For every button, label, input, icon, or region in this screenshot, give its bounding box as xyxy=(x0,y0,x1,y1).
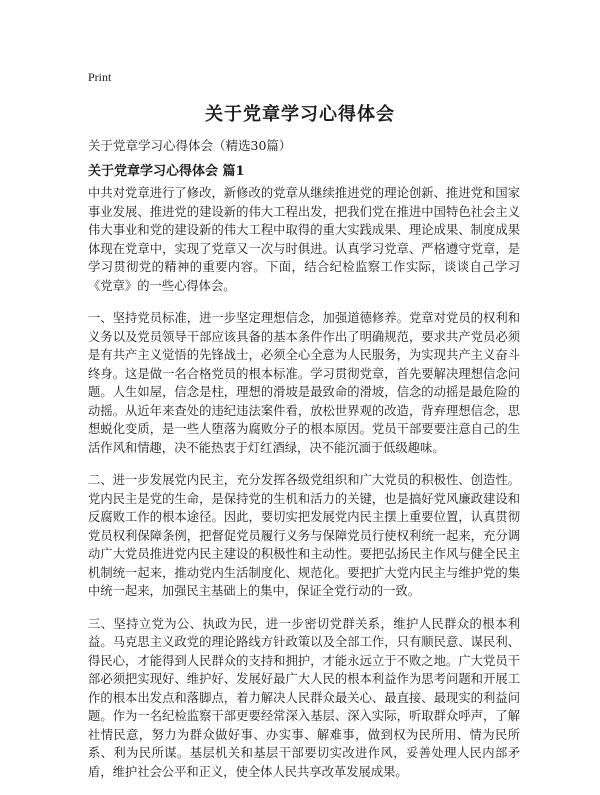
document-subtitle: 关于党章学习心得体会（精选30篇） xyxy=(88,138,292,153)
paragraph-three: 三、坚持立党为公、执政为民，进一步密切党群关系，维护人民群众的根本利益。马克思主义政党的理论路线方针政策以及全部工作，只有顺民意、谋民利、得民心，才能得到人民群众的支持和拥护，才能永远立于不败之地。广大党员干部必须把实现好、维护好、发展好最广大人民的根本利益作为思考问题和开展工作的根本出发点和落脚点，着力解决人民群众最关心、最直接、最现实的利益问题。作为一名纪检监察干部更要经常深入基层、深入实际，听取群众呼声，了解社情民意，努力为群众做好事、办实事、解难事，做到权为民所用、情为民所系、利为民所谋。基层机关和基层干部要切实改进作风，妥善处理人民内部矛盾，维护社会公平和正义，使全体人民共享改革发展成果。 xyxy=(88,616,520,779)
article-body xyxy=(88,184,520,795)
paragraph-intro: 中共对党章进行了修改，新修改的党章从继续推进党的理论创新、推进党和国家事业发展、推进党的建设新的伟大工程出发，把我们党在推进中国特色社会主义伟大事业和党的建设新的伟大工程中取得的重大实践成果、理论成果、制度成果体现在党章中，实现了党章又一次与时俱进。认真学习党章、严格遵守党章，是学习贯彻党的精神的重要内容。下面，结合纪检监察工作实际，谈谈自己学习《党章》的一些心得体会。 xyxy=(88,186,520,293)
paragraph-one: 一、坚持党员标准，进一步坚定理想信念，加强道德修养。党章对党员的权利和义务以及党员领导干部应该具备的基本条件作出了明确规范，要求共产党员必须是有共产主义觉悟的先锋战士，必须全心全意为人民服务，为实现共产主义奋斗终身。这是做一名合格党员的根本标准。学习贯彻党章，首先要解决理想信念问题。人生如屋，信念是柱，理想的滑坡是最致命的滑坡，信念的动摇是最危险的动摇。从近年来查处的违纪违法案件看，放松世界观的改造，背弃理想信念，思想蜕化变质，是一些人堕落为腐败分子的根本原因。党员干部要要注意自己的生活作风和情趣，决不能热衷于灯红酒绿，决不能沉湎于低级趣味。 xyxy=(88,311,520,455)
page-title: 关于党章学习心得体会 xyxy=(205,104,395,125)
print-link[interactable]: Print xyxy=(88,70,112,84)
section-heading: 关于党章学习心得体会 篇1 xyxy=(88,164,245,179)
paragraph-two: 二、进一步发展党内民主，充分发挥各级党组织和广大党员的积极性、创造性。党内民主是党的生命，是保持党的生机和活力的关键，也是搞好党风廉政建设和反腐败工作的根本途径。因此，要切实把发展党内民主摆上重要位置，认真贯彻党员权利保障条例，把督促党员履行义务与保障党员行使权利统一起来，充分调动广大党员推进党内民主建设的积极性和主动性。要把弘扬民主作风与健全民主机制统一起来，推动党内生活制度化、规范化。要把扩大党内民主与维护党的集中统一起来，加强民主基础上的集中，保证全党行动的一致。 xyxy=(88,473,520,598)
